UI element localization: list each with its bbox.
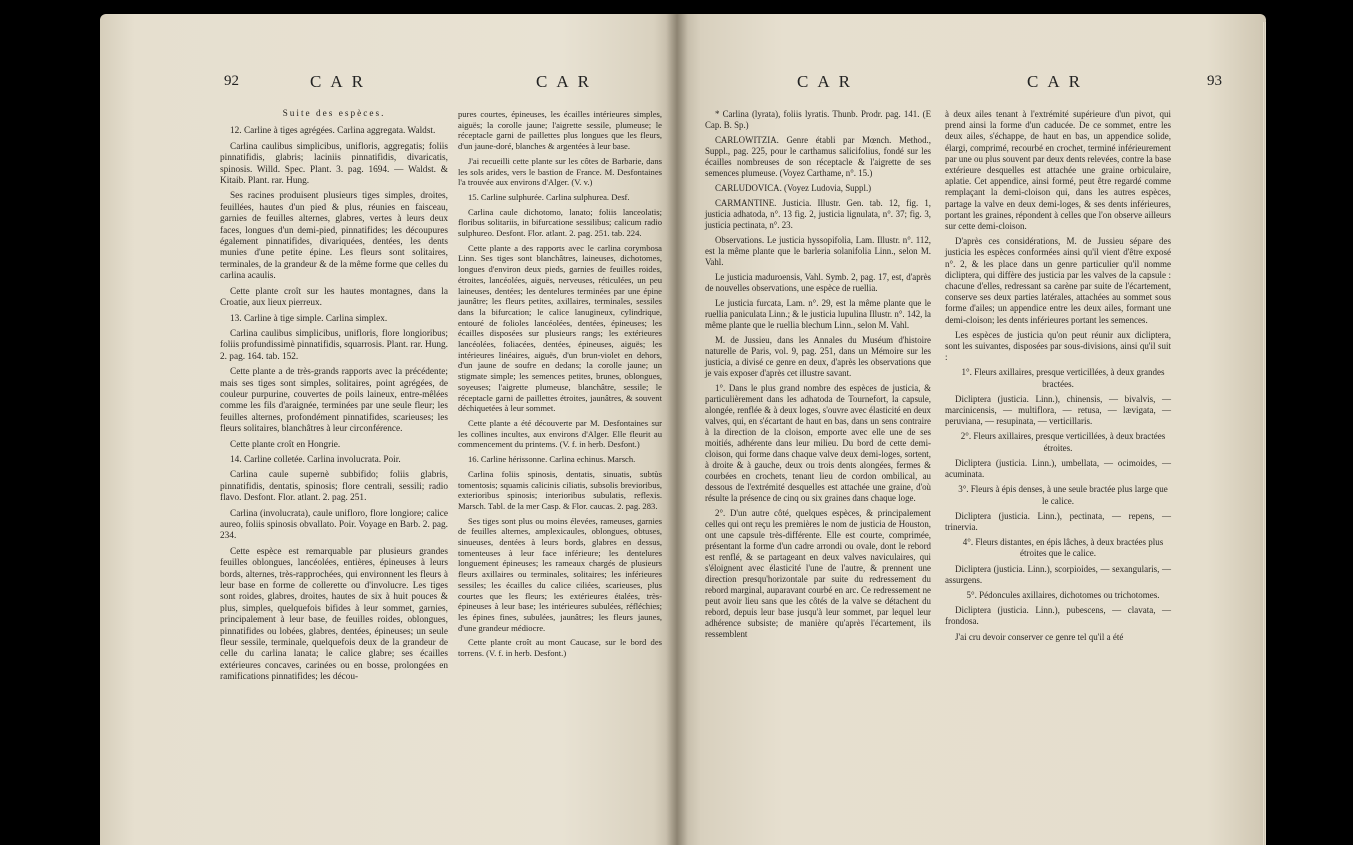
paragraph: Cette plante croît en Hongrie.: [230, 439, 341, 450]
paragraph: Carlina caule supernè subbifido; foliis glabris, pinnatifidis, dentatis, spinosis; flore centrali, sessili; radio flavo. Desfont. Flor. atlant. 2. pag. 251.: [220, 470, 448, 504]
paragraph: M. de Jussieu, dans les Annales du Muséum d'histoire naturelle de Paris, vol. 9, pag. 251, dans un Mémoire sur les justicia, a divisé ce genre en deux, d'après les observations que je vais exposer d'après cet illustre savant.: [705, 335, 931, 378]
paragraph: 13. Carline à tige simple. Carlina simplex.: [230, 313, 388, 324]
paragraph: * Carlina (lyrata), foliis lyratis. Thunb. Prodr. pag. 141. (E Cap. B. Sp.): [705, 109, 931, 130]
species-list: Dicliptera (justicia. Linn.), pubescens, — clavata, — frondosa.: [945, 605, 1171, 627]
section-subhead: Suite des espèces.: [282, 109, 386, 119]
species-list: Dicliptera (justicia. Linn.), pectinata, — repens, — trinervia.: [945, 510, 1171, 532]
subdivision-heading: 4°. Fleurs distantes, en épis lâches, à deux bractées plus étroites que le calice.: [962, 537, 1164, 559]
paragraph: D'après ces considérations, M. de Jussieu sépare des justicia les espèces conformées ainsi qu'il vient d'être exposé n°. 2, & les place dans un genre particulier qu'il nomme dicliptera, qui diffère des justicia par les valves de la capsule : chacune d'elles, redressant sa carène par suite de l'écartement, conserve ses deux parties latérales, attachées au sommet sous forme d'ailes; un appendice entre les deux ailes, formant une demi-cloison; les dents inférieures portant les semences.: [945, 236, 1171, 325]
paragraph: CARMANTINE. Justicia. Illustr. Gen. tab. 12, fig. 1, justicia adhatoda, n°. 13 fig. 2, justicia lignulata, n°. 37; fig. 3, justicia pectinata, n°. 23.: [705, 198, 931, 230]
paragraph: 12. Carline à tiges agrégées. Carlina aggregata. Waldst.: [230, 126, 436, 137]
subdivision-heading: 5°. Pédoncules axillaires, dichotomes ou trichotomes.: [966, 589, 1160, 600]
paragraph: pures courtes, épineuses, les écailles intérieures simples, aiguës; la corolle jaune; l'aigrette sessile, plumeuse; le réceptacle garni de paillettes plus longues que les fleurs, d'un jaune-doré, blanches & argentées à leur base.: [458, 109, 662, 152]
subdivision-heading: 3°. Fleurs à épis denses, à une seule bractée plus large que le calice.: [958, 484, 1168, 506]
paragraph: 2°. D'un autre côté, quelques espèces, & principalement celles qui ont reçu les premières le nom de justicia de Houston, ont une capsule très-différente. Elle est courte, comprimée, présentant la forme d'un cadre arrondi ou ovale, dont le rebord est renflé, & se partageant en deux valves naviculaires, qui s'éloignent avec élasticité l'une de l'autre, & prennent une direction presqu'horizontale par suite du redressement du rebord marginal, auparavant courbé en arc. Ce redressement ne peut avoir lieu sans que les côtés de la valve se détachent du rebord, depuis leur base jusqu'à leur sommet, par lequel leur adhérence subsiste; de manière qu'après l'écartement, ils ressemblent: [705, 508, 931, 639]
paragraph: Cette plante croît au mont Caucase, sur le bord des torrens. (V. f. in herb. Desfont.): [458, 637, 662, 659]
paragraph: Carlina foliis spinosis, dentatis, sinuatis, subtùs tomentosis; squamis calicinis ciliatis, subsolis brevioribus, exterioribus spinosis; interioribus subulatis, reflexis. Marsch. Tabl. de la mer Casp. & Flor. caucas. 2. pag. 283.: [458, 468, 662, 511]
species-list: Dicliptera (justicia. Linn.), chinensis, — bivalvis, — marcinicensis, — multiflora, — retusa, — lævigata, — peruviana, — resupinata, — verticillaris.: [945, 393, 1171, 427]
paragraph: J'ai cru devoir conserver ce genre tel qu'il a été: [955, 631, 1124, 642]
paragraph: Cette espèce est remarquable par plusieurs grandes feuilles oblongues, lancéolées, entières, épineuses à leurs bords, alternes, très-rapprochées, qui environnent les fleurs à leur base en forme de collerette ou d'involucre. Les tiges sont roides, glabres, droites, hautes de six à huit pouces & plus, simples, quelquefois bifides à leur sommet, garnies, principalement à leur base, de feuilles roides, oblongues, pinnatifides ou lobées, glabres, dentées, épineuses; un seule fleur sessile, terminale, quelquefois deux de la grandeur de celle du carlina lanata; le calice glabre; ses écailles extérieures concaves, carinées ou en bosse, prolongées en ramifications pinnatifides; les décou-: [220, 546, 448, 683]
book-gutter: [666, 14, 688, 845]
page-number-left: 92: [224, 73, 239, 89]
paragraph: CARLOWITZIA. Genre établi par Mœnch. Method., Suppl., pag. 225, pour le carthamus salicifolius, fondé sur les écailles nombreuses de son réceptacle & l'aigrette de ses semences plumeuse. (Voyez Carthame, n°. 15.): [705, 135, 931, 178]
paragraph: Cette plante a été découverte par M. Desfontaines sur les collines incultes, aux environs d'Alger. Elle fleurit au commencement du printems. (V. f. in herb. Desfont.): [458, 417, 662, 450]
species-list: Dicliptera (justicia. Linn.), umbellata, — ocimoides, — acuminata.: [945, 457, 1171, 480]
running-head-right-1: CAR: [797, 72, 859, 91]
paragraph: 14. Carline colletée. Carlina involucrata. Poir.: [230, 454, 401, 465]
open-book: [100, 14, 1266, 845]
running-head-left-2: CAR: [536, 72, 598, 91]
paragraph: Carlina caule dichotomo, lanato; foliis lanceolatis; floribus solitariis, in bifurcatione sessilibus; calicum radio sulphureo. Desfont. Flor. atlant. 2. pag. 251. tab. 224.: [458, 206, 662, 239]
running-head-left-1: CAR: [310, 72, 372, 91]
subdivision-heading: 2°. Fleurs axillaires, presque verticillées, à deux bractées étroites.: [960, 431, 1166, 453]
paragraph: Cette plante a des rapports avec le carlina corymbosa Linn. Ses tiges sont blanchâtres, laineuses, dichotomes, longues d'environ deux pieds, garnies de feuilles roides, étroites, lancéolées, aiguës, nerveuses, réticulées, un peu laineuses, dentées; les dentelures terminées par une épine jaunâtre; les fleurs petites, axillaires, terminales, sessiles dans la bifurcation; le calice lanugineux, cylindrique, entouré de folioles lancéolées, dentées, épineuses; les écailles disposées sur plusieurs rangs; les extérieures lancéolées, foliacées, dentées, épineuses, aiguës; les intérieures linéaires, aiguës, d'un brun-violet en dehors, d'un jaune de soufre en dedans; la corolle jaune; un stigmate simple; les semences petites, brunes, oblongues, soyeuses; l'aigrette plumeuse, blanchâtre, sessile; le réceptacle garni de paillettes étroites, jaunâtres, & souvent déchiquetées à leur sommet.: [458, 242, 662, 414]
paragraph: Le justicia maduroensis, Vahl. Symb. 2, pag. 17, est, d'après de nouvelles observations, une espèce de ruellia.: [705, 272, 931, 293]
paragraph: Le justicia furcata, Lam. n°. 29, est la même plante que le ruellia paniculata Linn.; & le justicia lupulina Illustr. n°. 142, la même plante que le ruellia blechum Linn., selon M. Vahl.: [705, 298, 931, 330]
paragraph: J'ai recueilli cette plante sur les côtes de Barbarie, dans les sols arides, vers le bastion de France. M. Desfontaines l'a trouvée aux environs d'Alger. (V. v.): [458, 155, 662, 188]
page-number-right: 93: [1207, 73, 1222, 89]
left-page-column-2: [458, 109, 662, 663]
paragraph: Cette plante croît sur les hautes montagnes, dans la Croatie, aux lieux pierreux.: [220, 286, 448, 309]
left-page-column-1: [220, 109, 448, 688]
paragraph: Carlina (involucrata), caule unifloro, flore longiore; calice aureo, foliis spinosis obvallato. Poir. Voyage en Barb. 2. pag. 234.: [220, 508, 448, 542]
paragraph: Carlina caulibus simplicibus, unifloris, aggregatis; foliis pinnatifidis, glabris; laciniis pinnatifidis, divaricatis, spinosis. Willd. Spec. Plant. 3. pag. 1694. — Waldst. & Kitaib. Plant. rar. Hung.: [220, 141, 448, 187]
paragraph: 15. Carline sulphurée. Carlina sulphurea. Desf.: [468, 191, 630, 202]
species-list: Dicliptera (justicia. Linn.), scorpioides, — sexangularis, — assurgens.: [945, 563, 1171, 585]
right-page: [677, 14, 1266, 845]
paragraph: Carlina caulibus simplicibus, unifloris, flore longioribus; foliis profundissimè pinnatifidis, squarrosis. Plant. rar. Hung. 2. pag. 164. tab. 152.: [220, 328, 448, 362]
paragraph: Cette plante a de très-grands rapports avec la précédente; mais ses tiges sont simples, solitaires, point agrégées, de couleur purpurine, couvertes de poils laineux, entre-mêlées comme les fils d'araignée, terminées par une seule fleur; les feuilles alternes, profondément pinnatifides, scarieuses; les fleurs solitaires, blanchâtres à leur circonférence.: [220, 367, 448, 435]
paragraph: Observations. Le justicia hyssopifolia, Lam. Illustr. n°. 112, est la même plante que le barleria solanifolia Linn., selon M. Vahl.: [705, 235, 931, 267]
paragraph: à deux ailes tenant à l'extrémité supérieure d'un pivot, qui prend ainsi la forme d'un caducée. De ce sommet, entre les deux ailes, s'échappe, de haut en bas, un appendice solide, élargi, comprimé, recourbé en crochet, terminé inférieurement par une ou plus souvent par deux dents relevées, contre la base extérieure desquelles est attachée une graine orbiculaire, aplatie. Cet appendice, ainsi formé, peut être regardé comme remplaçant la demi-cloison qui, dans les autres espèces, partage la valve en deux demi-loges, & ses dents inférieures, portant les graines, répondent à celles que l'on observe ailleurs sur cette demi-cloison.: [945, 109, 1171, 232]
paragraph: 1°. Dans le plus grand nombre des espèces de justicia, & particulièrement dans les adhatoda de Tournefort, la capsule, alongée, renflée & à deux loges, s'ouvre avec élasticité en deux valves, qui, en s'écartant de haut en bas, dans un sens contraire à la direction de la cloison, emporte avec elle une de ses moitiés, adhérente dans leur milieu. Du bord de cette demi-cloison, qui forme dans chaque valve deux demi-loges, sortent, à droite & à gauche, deux ou trois dents alongées, fermes & courbées en crochets, tenant lieu de cordon ombilical, au dessous de l'extrémité desquelles est attachée une graine, d'où résulte la présence de cinq ou six graines dans chaque loge.: [705, 383, 931, 503]
right-page-column-1: [705, 109, 931, 644]
right-page-column-2: [945, 109, 1171, 647]
paragraph: Ses tiges sont plus ou moins élevées, rameuses, garnies de feuilles alternes, amplexicaules, oblongues, obtuses, sinueuses, dentées à leurs bords, glabres en dessus, tomenteuses à leur face inférieure; les dentelures longuement épineuses; les rameaux chargés de plusieurs fleurs axillaires ou terminales, solitaires; les inférieures sessiles; les écailles du calice ciliées, scarieuses, plus courtes que les fleurs; les extérieures étalées, très-épineuses à leur base; les intérieures subulées, réfléchies; les épines fines, subulées, jaunâtres; les fleurs jaunes, d'une grandeur médiocre.: [458, 515, 662, 633]
paragraph: Les espèces de justicia qu'on peut réunir aux dicliptera, sont les suivantes, disposées par sous-divisions, ainsi qu'il suit :: [945, 329, 1171, 363]
left-page: [100, 14, 677, 845]
subdivision-heading: 1°. Fleurs axillaires, presque verticillées, à deux grandes bractées.: [961, 367, 1165, 389]
page-edge: [1262, 22, 1266, 845]
paragraph: 16. Carline hérissonne. Carlina echinus. Marsch.: [468, 454, 636, 465]
running-head-right-2: CAR: [1027, 72, 1089, 91]
paragraph: CARLUDOVICA. (Voyez Ludovia, Suppl.): [715, 183, 872, 193]
paragraph: Ses racines produisent plusieurs tiges simples, droites, feuillées, hautes d'un pied & plus, réunies en faisceau, garnies de feuilles alternes, glabres, vertes à leurs deux faces, longues d'un demi-pied, pinnatifides; les découpures également pinnatifides, divariquées, dentées, les dents munies d'une petite épine. Les fleurs sont solitaires, terminales, de la grandeur & de la même forme que celles du carlina acaulis.: [220, 191, 448, 282]
